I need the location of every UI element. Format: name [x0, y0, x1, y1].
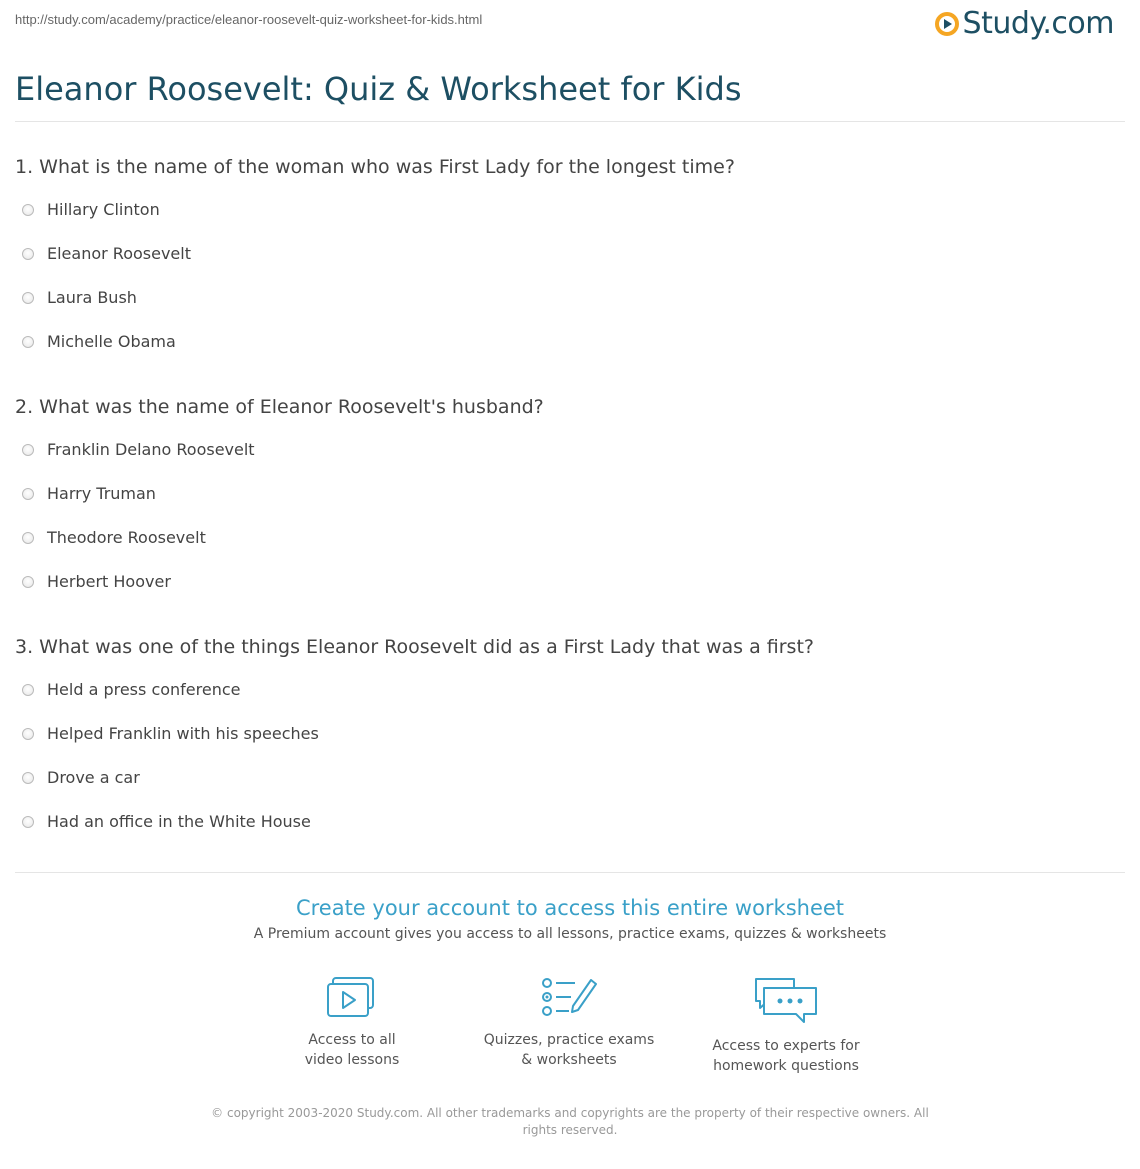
title-divider: [15, 121, 1125, 122]
question-1-option-1[interactable]: Hillary Clinton: [22, 200, 160, 219]
feature-quizzes: [469, 976, 669, 1070]
question-1-option-4[interactable]: Michelle Obama: [22, 332, 176, 351]
radio-button[interactable]: [22, 532, 34, 544]
radio-button[interactable]: [22, 816, 34, 828]
question-2-option-1[interactable]: Franklin Delano Roosevelt: [22, 440, 255, 459]
question-2-option-3[interactable]: Theodore Roosevelt: [22, 528, 206, 547]
feature-line: homework questions: [713, 1058, 859, 1074]
question-1-option-3[interactable]: Laura Bush: [22, 288, 137, 307]
feature-experts: [686, 976, 886, 1076]
question-2: 2. What was the name of Eleanor Roosevelt's husband?: [15, 396, 544, 418]
feature-line: Access to all: [308, 1032, 396, 1048]
question-3-option-4[interactable]: Had an office in the White House: [22, 812, 311, 831]
radio-button[interactable]: [22, 204, 34, 216]
question-3-option-1[interactable]: Held a press conference: [22, 680, 241, 699]
question-3: 3. What was one of the things Eleanor Roosevelt did as a First Lady that was a first?: [15, 636, 814, 658]
radio-button[interactable]: [22, 772, 34, 784]
play-logo-icon: [935, 12, 959, 36]
feature-line: & worksheets: [521, 1052, 617, 1068]
feature-line: video lessons: [304, 1052, 400, 1068]
question-1: 1. What is the name of the woman who was First Lady for the longest time?: [15, 156, 735, 178]
logo-text: Study.com: [962, 6, 1114, 41]
radio-button[interactable]: [22, 488, 34, 500]
study-logo[interactable]: [935, 6, 1114, 41]
feature-line: Access to experts for: [712, 1038, 860, 1054]
radio-button[interactable]: [22, 576, 34, 588]
video-lessons-icon: [326, 976, 378, 1020]
quiz-checklist-icon: [541, 976, 597, 1020]
question-1-option-2[interactable]: Eleanor Roosevelt: [22, 244, 191, 263]
page-url: http://study.com/academy/practice/eleanor-roosevelt-quiz-worksheet-for-kids.html: [15, 12, 483, 27]
chat-bubbles-icon: [754, 976, 818, 1026]
question-2-option-2[interactable]: Harry Truman: [22, 484, 156, 503]
create-account-link[interactable]: Create your account to access this entire worksheet: [295, 896, 845, 920]
radio-button[interactable]: [22, 248, 34, 260]
radio-button[interactable]: [22, 292, 34, 304]
radio-button[interactable]: [22, 728, 34, 740]
copyright-footer: © copyright 2003-2020 Study.com. All other trademarks and copyrights are the property of their respective owners. All rights reserved.: [211, 1106, 929, 1137]
cta-subtitle: A Premium account gives you access to all lessons, practice exams, quizzes & worksheets: [253, 926, 887, 942]
feature-line: Quizzes, practice exams: [483, 1032, 655, 1048]
feature-video-lessons: [252, 976, 452, 1070]
radio-button[interactable]: [22, 336, 34, 348]
question-3-option-3[interactable]: Drove a car: [22, 768, 140, 787]
cta-divider: [15, 872, 1125, 873]
question-2-option-4[interactable]: Herbert Hoover: [22, 572, 171, 591]
page-title: Eleanor Roosevelt: Quiz & Worksheet for Kids: [15, 70, 742, 108]
question-3-option-2[interactable]: Helped Franklin with his speeches: [22, 724, 319, 743]
radio-button[interactable]: [22, 684, 34, 696]
radio-button[interactable]: [22, 444, 34, 456]
